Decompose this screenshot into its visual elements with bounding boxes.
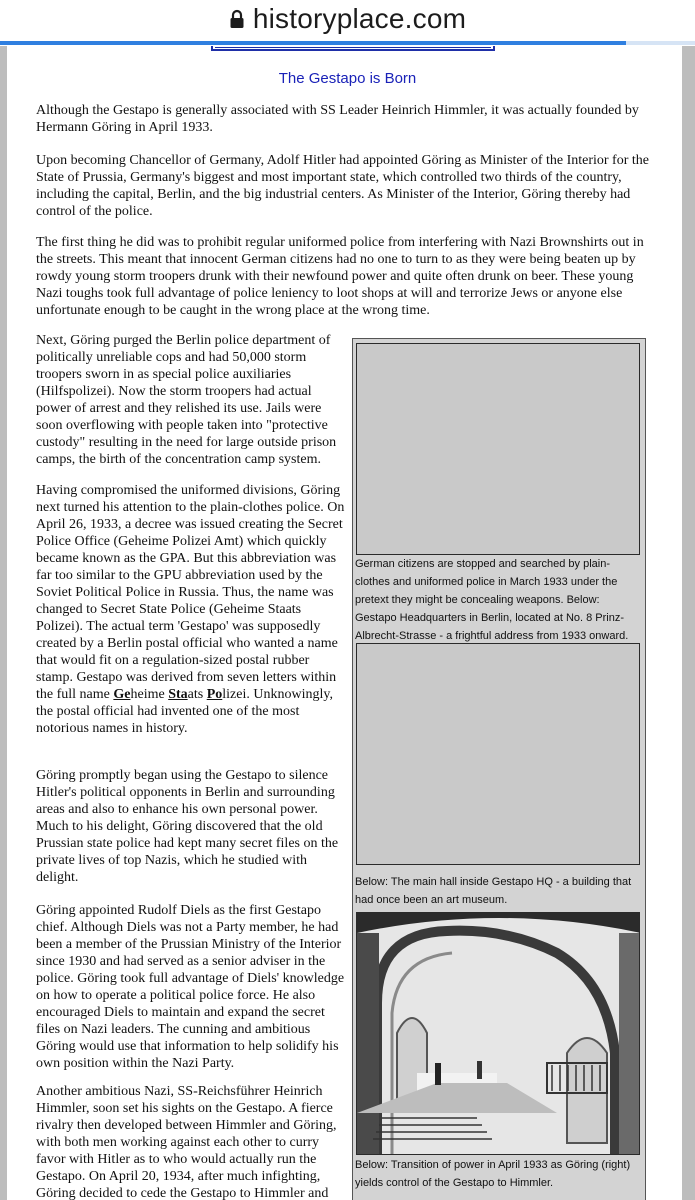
paragraph-2: Upon becoming Chancellor of Germany, Adolf Hitler had appointed Göring as Minister of the Interior for the State of Prussia, Germany's biggest and most important state, which controlled two thirds of the country, including the capital, Berlin, and the big industrial centers. As Minister of the Interior, Göring thereby had control of the police. [36, 153, 649, 219]
header-banner-bottom-edge [211, 46, 495, 51]
url-text: historyplace.com [252, 3, 467, 34]
paragraph-5-text: Having compromised the uniformed divisions, Göring next turned his attention to the plain-clothes police. On April 26, 1933, a decree was issued creating the Secret Police Office (Geheime Polizei Amt) which quickly became known as the GPA. But this abbreviation was far too similar to the GPU abbreviation used by the Soviet Political Police in Russia. Thus, the name was changed to Secret State Police (Geheime Staats Polizei). The actual term 'Gestapo' was supposedly created by a Berlin postal official who wanted a name that would fit on a regulation-sized postal rubber stamp. Gestapo was derived from seven letters within the full name [36, 483, 345, 702]
paragraph-6: Göring promptly began using the Gestapo to silence Hitler's political opponents in Berlin and surrounding areas and also to enhance his own personal power. Much to his delight, Göring discovered that the old Prussian state police had kept many secret files on the private lives of top Nazis, which he studied with delight. [36, 768, 339, 885]
paragraph-3: The first thing he did was to prohibit regular uniformed police from interfering with Nazi Brownshirts out in the streets. This meant that innocent German citizens had no one to turn to as they were being beaten up by rowdy young storm troopers drunk with their newfound power and quite often drunk on beer. These young Nazi toughs took full advantage of police leniency to loot shops at will and terrorize Jews or anyone else unfortunate enough to be caught in the wrong place at the wrong time. [36, 235, 644, 318]
lock-icon [229, 9, 245, 29]
caption-headquarters: Below: The main hall inside Gestapo HQ - a building that had once been an art museum. [355, 876, 632, 906]
paragraph-5-ats: ats [187, 687, 207, 702]
web-page [0, 46, 695, 1200]
photo-gestapo-headquarters [356, 643, 640, 865]
page-load-progress-fill [0, 41, 626, 45]
paragraph-5-heime: heime [130, 687, 169, 702]
page-load-progress [0, 41, 695, 45]
photo-main-hall [356, 912, 640, 1155]
paragraph-5-end: lizei. Unknowingly, the postal official had invented one of the most notorious names in history. [36, 687, 333, 736]
paragraph-1: Although the Gestapo is generally associated with SS Leader Heinrich Himmler, it was actually founded by Hermann Göring in April 1933. [36, 103, 639, 135]
paragraph-8: Another ambitious Nazi, SS-Reichsführer Heinrich Himmler, soon set his sights on the Gestapo. A fierce rivalry then developed between Himmler and Göring, with both men working against each other to curry favor with Hitler as to who would actually run the Gestapo. On April 20, 1934, after much infighting, Göring decided to cede the Gestapo to Himmler and [36, 1084, 337, 1200]
acronym-sta: Sta [168, 687, 188, 702]
figure-column [352, 338, 646, 1200]
main-hall-illustration [357, 913, 640, 1155]
paragraph-7: Göring appointed Rudolf Diels as the first Gestapo chief. Although Diels was not a Party member, he had been a member of the Prussian Ministry of the Interior since 1930 and had served as a senior adviser in the police. Göring took full advantage of Diels' knowledge on how to operate a political police force. He also encouraged Diels to maintain and expand the secret files on Nazi leaders. The cunning and ambitious Göring would use that information to help solidify his own position within the Nazi Party. [36, 903, 345, 1071]
paragraph-4: Next, Göring purged the Berlin police department of politically unreliable cops and had 50,000 storm troopers sworn in as special police auxiliaries (Hilfspolizei). Now the storm troopers had actual power of arrest and they relished its use. Jails were soon overflowing with people taken into "protective custody" resulting in the need for large outside prison camps, the birth of the concentration camp system. [36, 333, 337, 467]
caption-police-search: German citizens are stopped and searched by plain-clothes and uniformed police in March 1933 under the pretext they might be concealing weapons. Below: Gestapo Headquarters in Berlin, located at No. 8 Prinz-Albrecht-Strasse - a frightful address from 1933 onward. [355, 558, 629, 642]
browser-address-bar[interactable] [0, 0, 695, 46]
url-display[interactable] [0, 2, 695, 36]
paragraph-5 [36, 482, 348, 737]
acronym-ge: Ge [113, 687, 131, 702]
photo-police-search [356, 343, 640, 555]
acronym-po: Po [206, 687, 223, 702]
page-title: The Gestapo is Born [278, 70, 417, 87]
caption-transition-of-power: Below: Transition of power in April 1933 as Göring (right) yields control of the Gestapo to Himmler. [355, 1159, 631, 1189]
